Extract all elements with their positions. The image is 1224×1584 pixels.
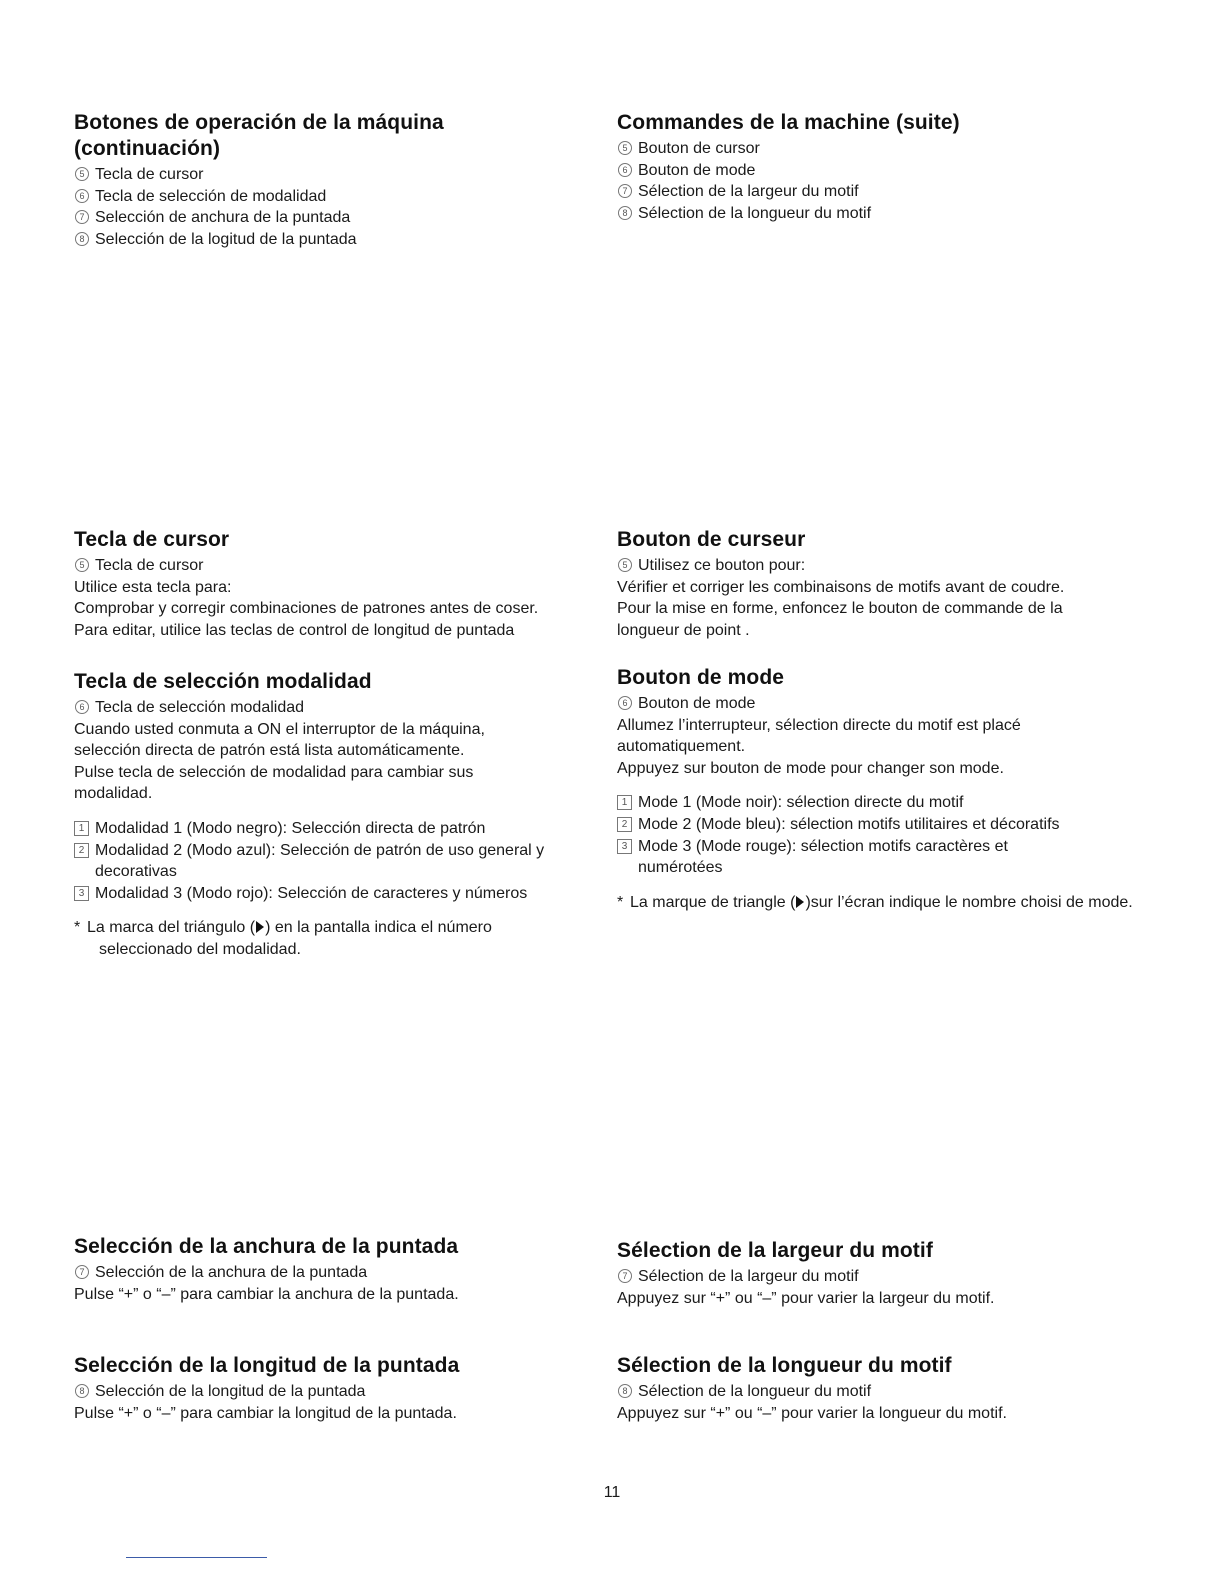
boxed-number-icon: 2	[74, 843, 89, 858]
circled-number-icon: 8	[618, 206, 632, 220]
list-item: 7 Sélection de la largeur du motif	[617, 1266, 1147, 1288]
footnote: * La marca del triángulo ( ) en la pantalla indica el número seleccionado del modalidad.	[74, 917, 604, 961]
mode-list-item: 3 Mode 3 (Mode rouge): sélection motifs caractères et numérotées	[617, 836, 1147, 879]
paragraph-line: Appuyez sur “+” ou “–” pour varier la largeur du motif.	[617, 1289, 995, 1307]
fr-mode-button-section	[617, 665, 1147, 914]
circled-number-icon: 7	[618, 1269, 632, 1283]
circled-number-icon: 6	[75, 189, 89, 203]
paragraph-line: Utilice esta tecla para:	[74, 578, 232, 596]
paragraph-line: selección directa de patrón está lista automáticamente.	[74, 742, 465, 760]
list-item: 8 Sélection de la longueur du motif	[617, 1381, 1147, 1403]
es-mode-key-section	[74, 669, 604, 961]
list-item: 6 Bouton de mode	[617, 160, 1147, 182]
es-width-select-section	[74, 1234, 604, 1305]
circled-number-icon: 5	[618, 558, 632, 572]
paragraph-line: Pour la mise en forme, enfoncez le bouton de commande de la	[617, 600, 1063, 618]
boxed-number-icon: 3	[617, 839, 632, 854]
list-item: 6 Bouton de mode	[617, 693, 1147, 715]
list-item: 7 Selección de la anchura de la puntada	[74, 1262, 604, 1284]
list-item: 5 Tecla de cursor	[74, 555, 604, 577]
paragraph-line: Allumez l’interrupteur, sélection directe du motif est placé	[617, 716, 1021, 734]
list-item: 7 Sélection de la largeur du motif	[617, 181, 1147, 203]
boxed-number-icon: 1	[74, 821, 89, 836]
circled-number-icon: 6	[75, 700, 89, 714]
asterisk: *	[617, 893, 624, 911]
boxed-number-icon: 2	[617, 817, 632, 832]
boxed-number-icon: 3	[74, 886, 89, 901]
fr-machine-controls-title: Commandes de la machine (suite)	[617, 111, 960, 134]
circled-number-icon: 7	[75, 1265, 89, 1279]
paragraph-line: Comprobar y corregir combinaciones de patrones antes de coser.	[74, 600, 539, 618]
list-item: 6 Tecla de selección de modalidad	[74, 186, 604, 208]
paragraph-line: Appuyez sur bouton de mode pour changer son mode.	[617, 759, 1004, 777]
paragraph-line: Pulse tecla de selección de modalidad para cambiar sus	[74, 763, 474, 781]
es-length-select-section	[74, 1353, 604, 1424]
mode-list-item: 2 Modalidad 2 (Modo azul): Selección de patrón de uso general y decorativas	[74, 840, 604, 883]
fr-width-select-title: Sélection de la largeur du motif	[617, 1239, 933, 1262]
mode-list-item: 1 Modalidad 1 (Modo negro): Selección directa de patrón	[74, 818, 604, 840]
paragraph-line: longueur de point .	[617, 621, 750, 639]
circled-number-icon: 8	[75, 1384, 89, 1398]
list-item: 6 Tecla de selección modalidad	[74, 697, 604, 719]
paragraph-line: Pulse “+” o “–” para cambiar la longitud de la puntada.	[74, 1404, 457, 1422]
mode-list-item: 1 Mode 1 (Mode noir): sélection directe du motif	[617, 792, 1147, 814]
mode-list-item: 3 Modalidad 3 (Modo rojo): Selección de caracteres y números	[74, 883, 604, 905]
boxed-number-icon: 1	[617, 795, 632, 810]
fr-mode-button-title: Bouton de mode	[617, 666, 785, 689]
mode-list-item: 2 Mode 2 (Mode bleu): sélection motifs utilitaires et décoratifs	[617, 814, 1147, 836]
es-cursor-key-section	[74, 527, 604, 641]
list-item: 8 Sélection de la longueur du motif	[617, 203, 1147, 225]
paragraph-line: Appuyez sur “+” ou “–” pour varier la longueur du motif.	[617, 1404, 1007, 1422]
fr-length-select-section	[617, 1353, 1147, 1424]
list-item: 7 Selección de anchura de la puntada	[74, 207, 604, 229]
paragraph-line: Para editar, utilice las teclas de control de longitud de puntada	[74, 621, 515, 639]
footnote: * La marque de triangle ( )sur l’écran indique le nombre choisi de mode.	[617, 892, 1147, 914]
list-item: 5 Utilisez ce bouton pour:	[617, 555, 1147, 577]
es-width-select-title: Selección de la anchura de la puntada	[74, 1235, 459, 1258]
list-item: 5 Tecla de cursor	[74, 164, 604, 186]
fr-cursor-button-section	[617, 527, 1147, 641]
list-item: 5 Bouton de cursor	[617, 138, 1147, 160]
circled-number-icon: 8	[75, 232, 89, 246]
paragraph-line: Pulse “+” o “–” para cambiar la anchura de la puntada.	[74, 1285, 459, 1303]
paragraph-line: Cuando usted conmuta a ON el interruptor de la máquina,	[74, 720, 485, 738]
circled-number-icon: 5	[75, 167, 89, 181]
page-number: 11	[603, 1484, 621, 1501]
paragraph-line: Vérifier et corriger les combinaisons de motifs avant de coudre.	[617, 578, 1065, 596]
es-machine-buttons-title: Botones de operación de la máquina (continuación)	[74, 111, 444, 160]
paragraph-line: modalidad.	[74, 785, 153, 803]
circled-number-icon: 8	[618, 1384, 632, 1398]
asterisk: *	[74, 919, 81, 937]
es-cursor-key-title: Tecla de cursor	[74, 528, 230, 551]
circled-number-icon: 6	[618, 696, 632, 710]
paragraph-line: automatiquement.	[617, 738, 746, 756]
circled-number-icon: 5	[75, 558, 89, 572]
es-machine-buttons-section	[74, 110, 604, 250]
fr-width-select-section	[617, 1238, 1147, 1309]
list-item: 8 Selección de la logitud de la puntada	[74, 229, 604, 251]
circled-number-icon: 5	[618, 141, 632, 155]
circled-number-icon: 6	[618, 163, 632, 177]
es-length-select-title: Selección de la longitud de la puntada	[74, 1354, 460, 1377]
list-item: 8 Selección de la longitud de la puntada	[74, 1381, 604, 1403]
circled-number-icon: 7	[618, 184, 632, 198]
triangle-marker-icon	[796, 896, 804, 908]
fr-machine-controls-section	[617, 110, 1147, 224]
divider	[126, 1557, 267, 1558]
circled-number-icon: 7	[75, 210, 89, 224]
fr-length-select-title: Sélection de la longueur du motif	[617, 1354, 952, 1377]
fr-cursor-button-title: Bouton de curseur	[617, 528, 806, 551]
triangle-marker-icon	[256, 921, 264, 933]
es-mode-key-title: Tecla de selección modalidad	[74, 670, 372, 693]
